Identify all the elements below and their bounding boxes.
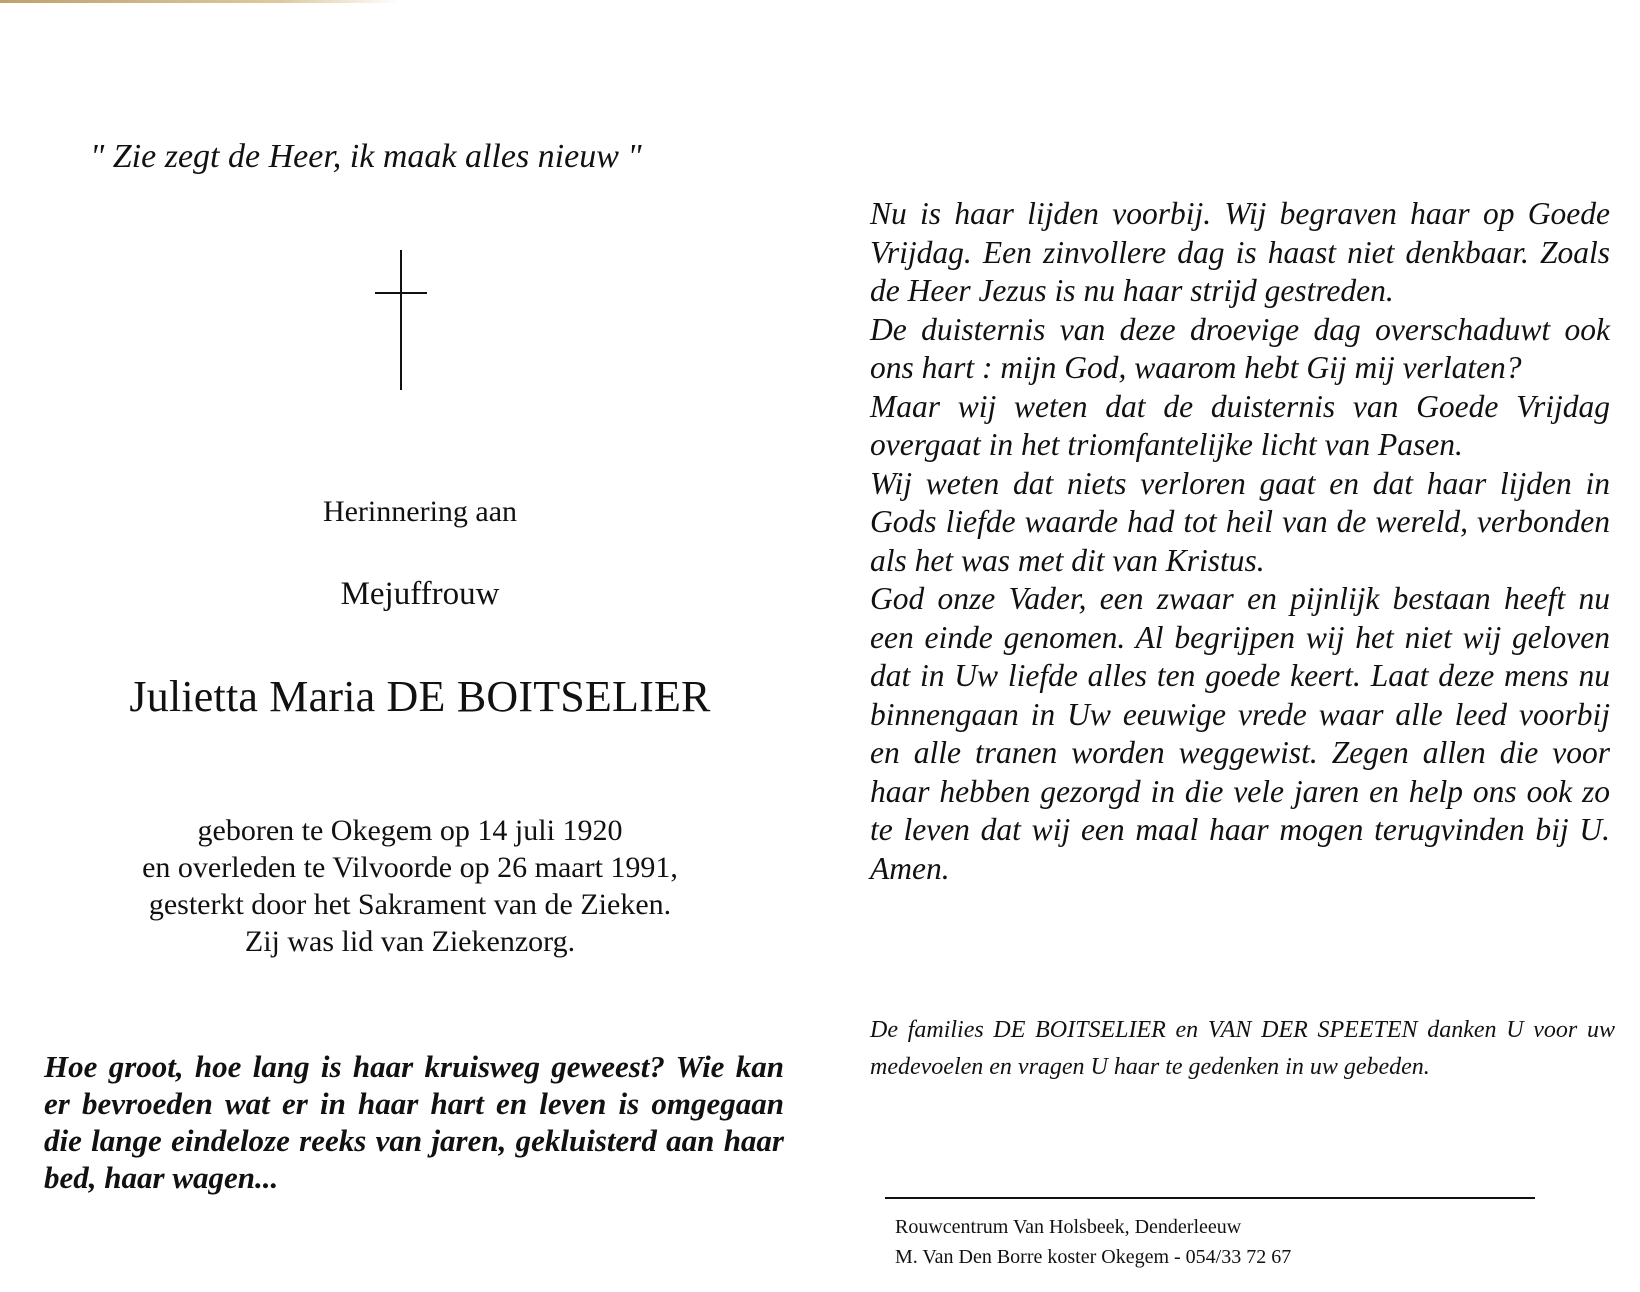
funeral-info: [895, 1212, 1545, 1272]
bio-line: gesterkt door het Sakrament van de Zieken.: [148, 888, 672, 921]
divider: [885, 1197, 1535, 1199]
right-panel: [870, 0, 1615, 1292]
bio-line: geboren te Okegem op 14 juli 1920: [197, 814, 623, 847]
bio-line: Zij was lid van Ziekenzorg.: [244, 925, 576, 958]
bible-quote: " Zie zegt de Heer, ik maak alles nieuw ": [90, 138, 642, 175]
cross-icon: [372, 250, 432, 390]
footer-line: M. Van Den Borre koster Okegem - 054/33 72 67: [895, 1246, 1292, 1268]
prayer-paragraph: Wij weten dat niets verloren gaat en dat haar lijden in Gods liefde waarde had tot heil van de wereld, verbonden als het was met dit van Kristus.: [870, 465, 1610, 578]
prayer-paragraph: God onze Vader, een zwaar en pijnlijk bestaan heeft nu een einde genomen. Al begrijpen wij het niet wij geloven dat in Uw liefde alles ten goede keert. Laat deze mens nu binnengaan in Uw eeuwige vrede waar alle leed voorbij en alle tranen worden weggewist. Zegen allen die voor haar hebben gezorgd in die vele jaren en help ons ook zo te leven dat wij een maal haar mogen terugvinden bij U. Amen.: [870, 581, 1610, 886]
honorific-title: Mejuffrouw: [340, 576, 500, 612]
family-thanks: De families DE BOITSELIER en VAN DER SPEETEN danken U voor uw medevoelen en vragen U haar te gedenken in uw gebeden.: [870, 1017, 1615, 1080]
deceased-name: Julietta Maria DE BOITSELIER: [129, 672, 711, 721]
memorial-heading: Herinnering aan: [322, 495, 518, 528]
biography: [90, 812, 730, 960]
prayer-text: [870, 195, 1610, 888]
left-panel: [30, 0, 810, 1292]
prayer-paragraph: Maar wij weten dat de duisternis van Goede Vrijdag overgaat in het triomfantelijke licht van Pasen.: [870, 388, 1610, 462]
prayer-paragraph: Nu is haar lijden voorbij. Wij begraven haar op Goede Vrijdag. Een zinvollere dag is haast niet denkbaar. Zoals de Heer Jezus is nu haar strijd gestreden.: [870, 196, 1610, 308]
bio-line: en overleden te Vilvoorde op 26 maart 1991,: [142, 851, 678, 884]
footer-line: Rouwcentrum Van Holsbeek, Denderleeuw: [895, 1216, 1242, 1238]
reflection-text: Hoe groot, hoe lang is haar kruisweg geweest? Wie kan er bevroeden wat er in haar hart en leven is omgegaan die lange eindeloze reeks van jaren, gekluisterd aan haar bed, haar wagen...: [44, 1049, 784, 1195]
prayer-paragraph: De duisternis van deze droevige dag overschaduwt ook ons hart : mijn God, waarom hebt Gij mij verlaten?: [870, 311, 1610, 385]
